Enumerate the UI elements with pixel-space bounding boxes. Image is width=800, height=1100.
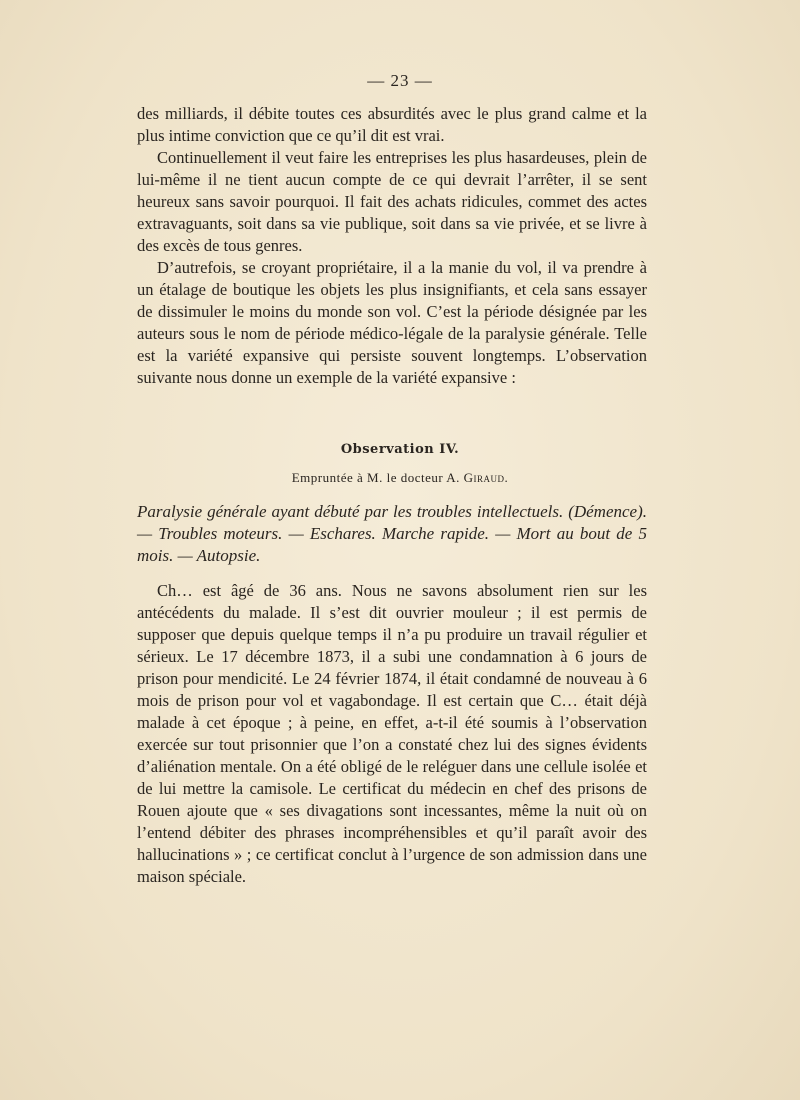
paragraph: des milliards, il débite toutes ces absurdités avec le plus grand calme et la plus intime conviction que ce qu’il dit est vrai. [137,104,647,145]
page-number: — 23 — [367,71,433,90]
observation-source [0,470,800,486]
text-block-bottom [137,580,647,888]
text-block-top [137,103,647,389]
observation-title: Observation IV. [340,442,460,457]
source-suffix: . [504,470,509,485]
paragraph: Continuellement il veut faire les entreprises les plus hasardeuses, plein de lui-même il ne tient aucun compte de ce qui devrait l’arrêter, il se sent heureux sans savoir pourquoi. Il fait des achats ridicules, commet des actes extravaguants, soit dans sa vie publique, soit dans sa vie privée, et se livre à des excès de tous genres. [137,148,647,255]
paragraph: Ch… est âgé de 36 ans. Nous ne savons absolument rien sur les antécédents du malade. Il s’est dit ouvrier mouleur ; il est permis de supposer que depuis quelque temps il n’a pu produire un travail régulier et sérieux. Le 17 décembre 1873, il a subi une condamnation à 6 jours de prison pour mendicité. Le 24 février 1874, il était condamné de nouveau à 6 mois de prison pour vol et vagabondage. Il est certain que C… était déjà malade à cet époque ; à peine, en effet, a-t-il été soumis à l’observation exercée sur tout prisonnier que l’on a constaté chez lui des signes évidents d’aliénation mentale. On a été obligé de le reléguer dans une cellule isolée et de lui mettre la camisole. Le certificat du médecin en chef des prisons de Rouen ajoute que « ses divagations sont incessantes, même la nuit où on l’entend débiter des phrases incompréhensibles et qu’il paraît avoir des hallucinations » ; ce certificat conclut à l’urgence de son admission dans une maison spéciale. [137,581,647,886]
source-name: Giraud [463,470,505,485]
paragraph: D’autrefois, se croyant propriétaire, il a la manie du vol, il va prendre à un étalage de boutique les objets les plus insignifiants, et cela sans essayer de dissimuler le moins du monde son vol. C’est la période désignée par les auteurs sous le nom de période médico-légale de la paralysie générale. Telle est la variété expansive qui persiste souvent longtemps. L’observation suivante nous donne un exemple de la variété expansive : [137,258,647,387]
observation-subtitle: Paralysie générale ayant débuté par les troubles intellectuels. (Démence). — Troubles moteurs. — Eschares. Marche rapide. — Mort au bout de 5 mois. — Autopsie. [137,502,647,565]
source-prefix: Empruntée à M. le docteur A. [291,470,464,485]
